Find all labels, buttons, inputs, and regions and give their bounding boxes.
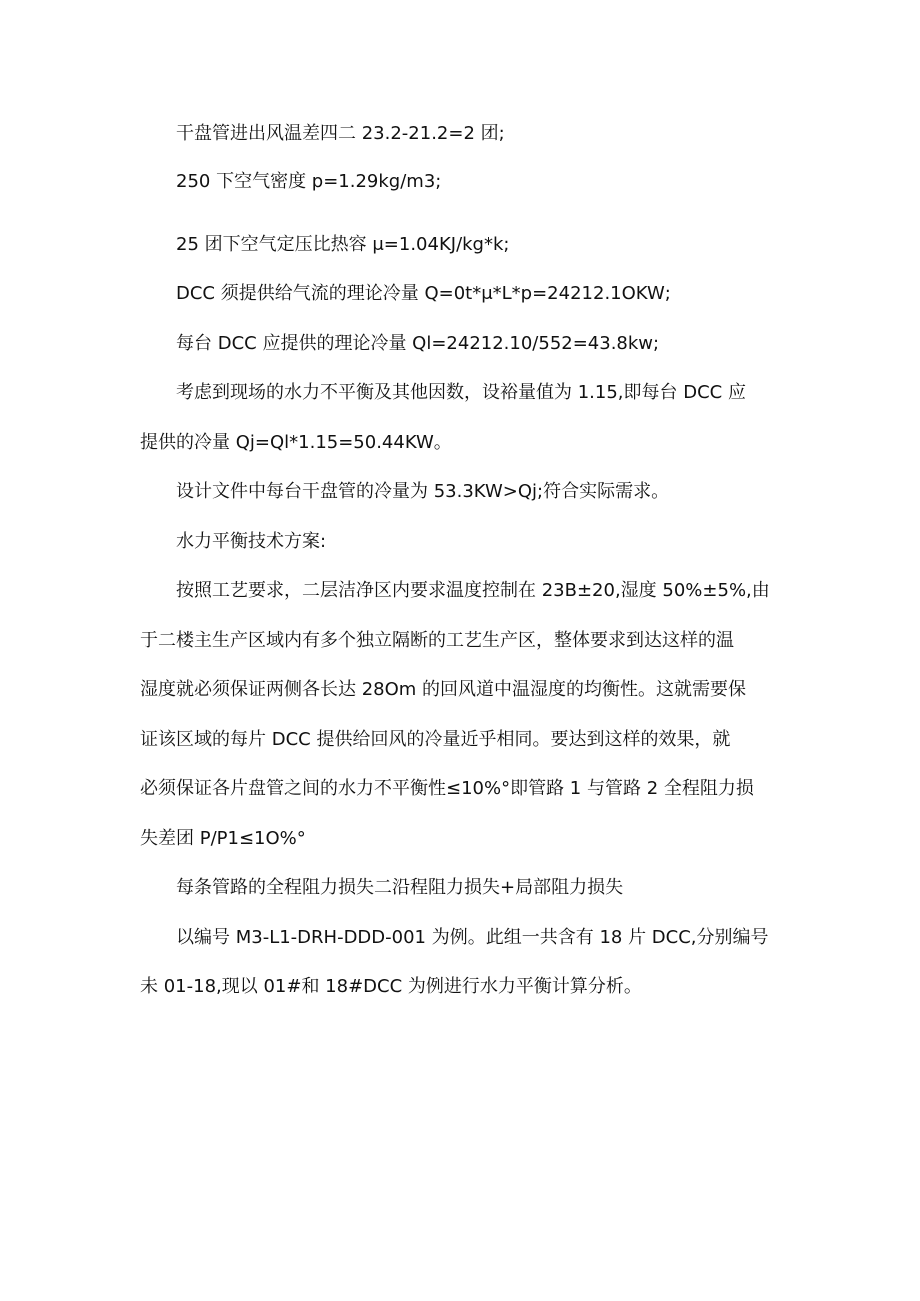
paragraph-margin-line-1: 考虑到现场的水力不平衡及其他因数，设裕量值为 1.15,即每台 DCC 应 [176, 382, 746, 403]
paragraph-requirement-line-5: 必须保证各片盘管之间的水力不平衡性≤10%°即管路 1 与管路 2 全程阻力损 [140, 778, 754, 799]
section-heading-hydraulic-balance: 水力平衡技术方案: [176, 531, 327, 552]
paragraph-resistance-loss: 每条管路的全程阻力损失二沿程阻力损失+局部阻力损失 [176, 877, 624, 898]
paragraph-requirement-line-6: 失差团 P/P1≤1O%° [140, 828, 306, 849]
paragraph-requirement-line-4: 证该区域的每片 DCC 提供给回风的冷量近乎相同。要达到这样的效果，就 [140, 729, 731, 750]
paragraph-design-capacity: 设计文件中每台干盘管的冷量为 53.3KW>Qj;符合实际需求。 [176, 481, 670, 502]
paragraph-per-unit-cooling: 每台 DCC 应提供的理论冷量 Ql=24212.10/552=43.8kw; [176, 333, 660, 354]
paragraph-requirement-line-2: 于二楼主生产区域内有多个独立隔断的工艺生产区，整体要求到达这样的温 [140, 630, 734, 651]
paragraph-air-density: 250 下空气密度 p=1.29kg/m3; [176, 171, 442, 192]
paragraph-example-line-2: 未 01-18,现以 01#和 18#DCC 为例进行水力平衡计算分析。 [140, 976, 642, 997]
paragraph-requirement-line-3: 湿度就必须保证两侧各长达 28Om 的回风道中温湿度的均衡性。这就需要保 [140, 679, 747, 700]
paragraph-margin-line-2: 提供的冷量 Qj=Ql*1.15=50.44KW。 [140, 432, 452, 453]
paragraph-theoretical-cooling: DCC 须提供给气流的理论冷量 Q=0t*μ*L*p=24212.1OKW; [176, 283, 671, 304]
paragraph-example-line-1: 以编号 M3-L1-DRH-DDD-001 为例。此组一共含有 18 片 DCC,分别编号 [176, 927, 769, 948]
paragraph-temperature-difference: 干盘管进出风温差四二 23.2-21.2=2 团; [176, 123, 505, 144]
paragraph-requirement-line-1: 按照工艺要求，二层洁净区内要求温度控制在 23B±20,湿度 50%±5%,由 [176, 580, 770, 601]
paragraph-specific-heat: 25 团下空气定压比热容 μ=1.04KJ/kg*k; [176, 234, 510, 255]
